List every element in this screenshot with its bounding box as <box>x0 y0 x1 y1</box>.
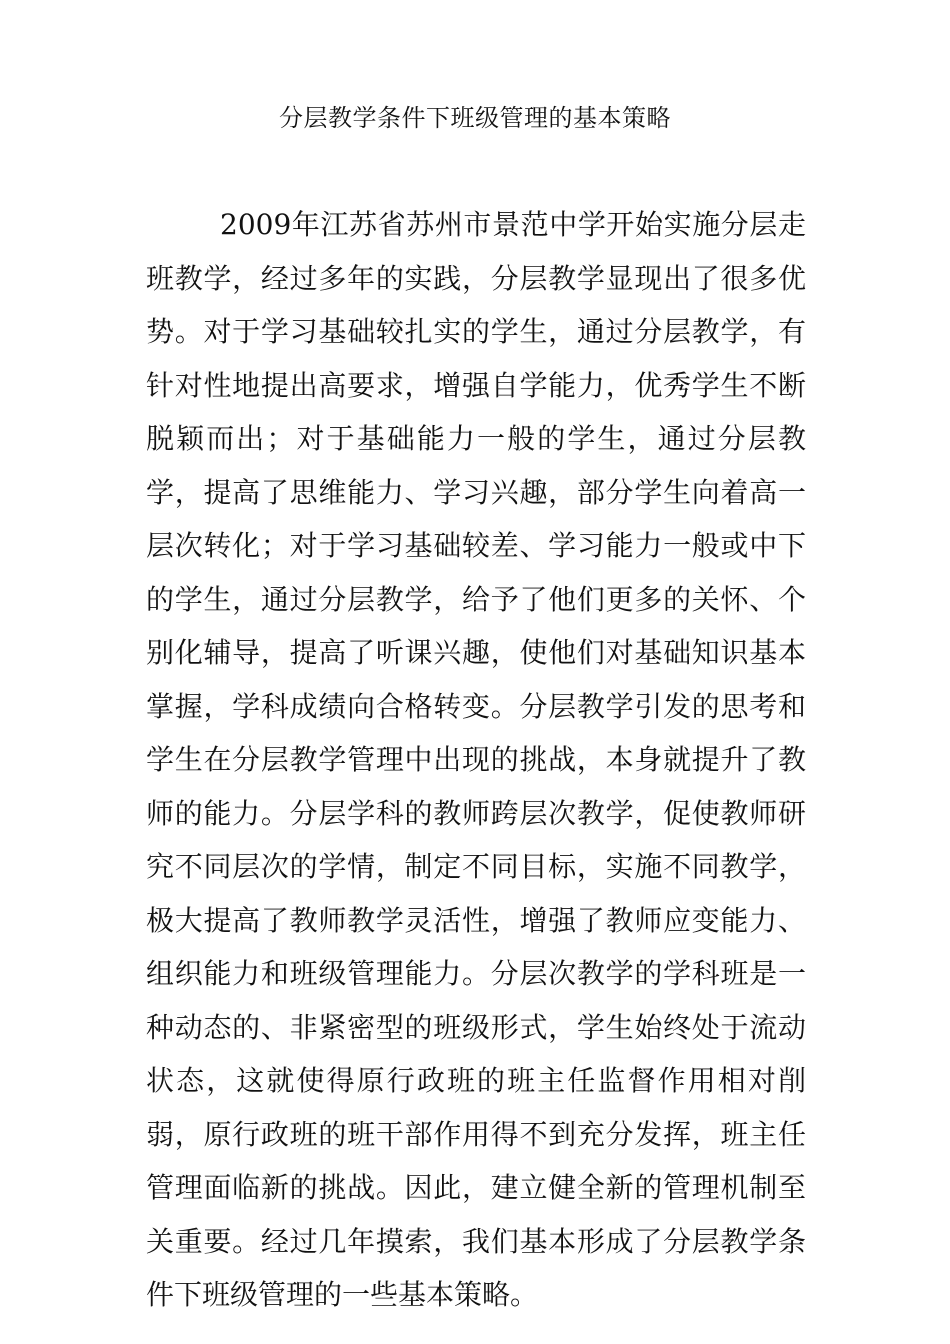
body-paragraph: 2009年江苏省苏州市景范中学开始实施分层走班教学，经过多年的实践，分层教学显现出了很多优势。对于学习基础较扎实的学生，通过分层教学，有针对性地提出高要求，增强自学能力，优秀学生不断脱颖而出；对于基础能力一般的学生，通过分层教学，提高了思维能力、学习兴趣，部分学生向着高一层次转化；对于学习基础较差、学习能力一般或中下的学生，通过分层教学，给予了他们更多的关怀、个别化辅导，提高了听课兴趣，使他们对基础知识基本掌握，学科成绩向合格转变。分层教学引发的思考和学生在分层教学管理中出现的挑战，本身就提升了教师的能力。分层学科的教师跨层次教学，促使教师研究不同层次的学情，制定不同目标，实施不同教学，极大提高了教师教学灵活性，增强了教师应变能力、组织能力和班级管理能力。分层次教学的学科班是一种动态的、非紧密型的班级形式，学生始终处于流动状态，这就使得原行政班的班主任监督作用相对削弱，原行政班的班干部作用得不到充分发挥，班主任管理面临新的挑战。因此，建立健全新的管理机制至关重要。经过几年摸索，我们基本形成了分层教学条件下班级管理的一些基本策略。 <box>146 208 806 1311</box>
document-title: 分层教学条件下班级管理的基本策略 <box>279 104 671 132</box>
